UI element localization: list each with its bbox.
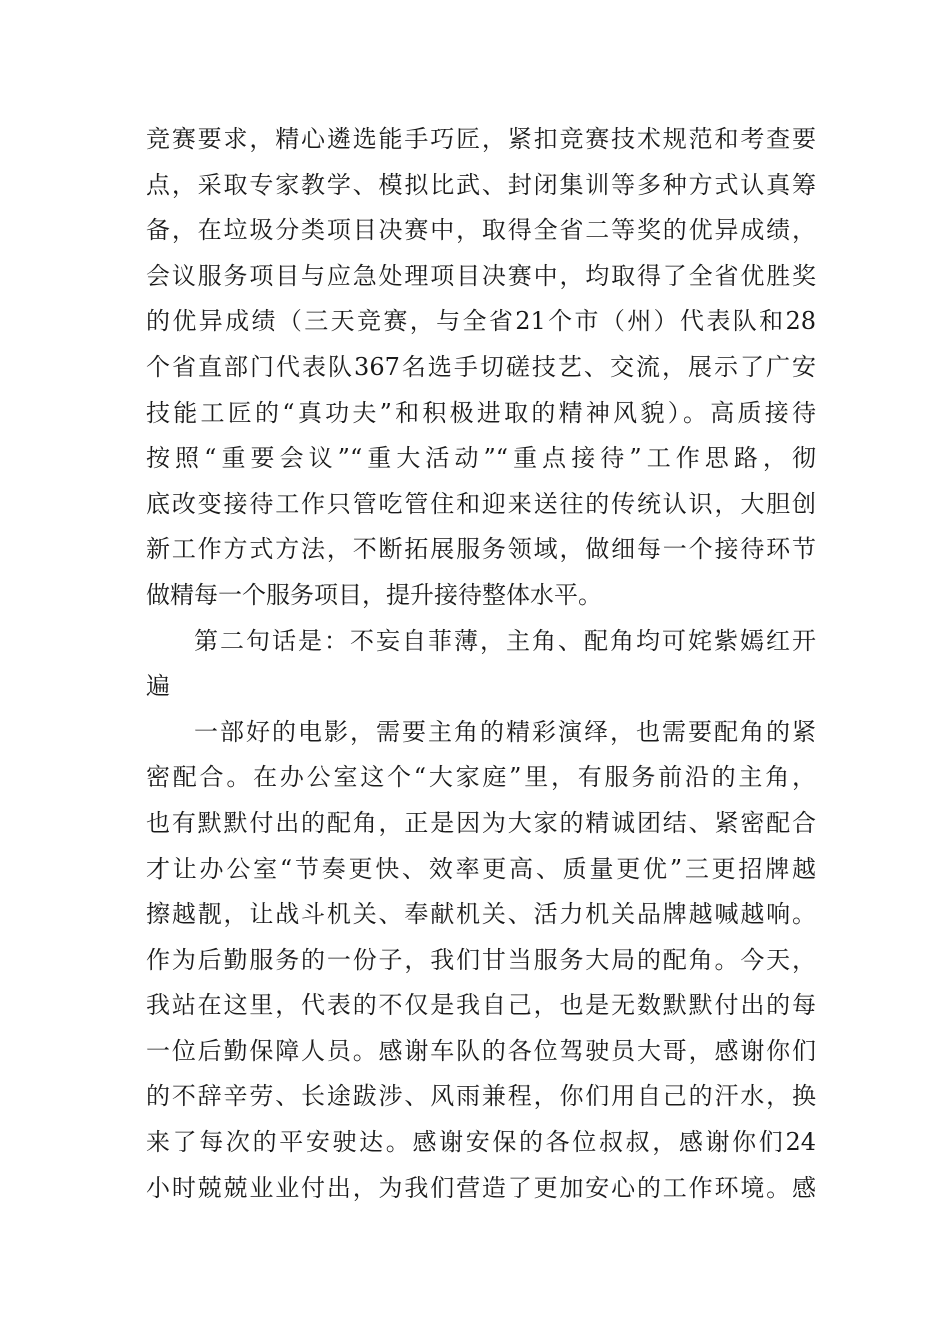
text-line: 密配合。在办公室这个“大家庭”里，有服务前沿的主角， [146, 763, 816, 792]
text-line: 按照“重要会议”“重大活动”“重点接待”工作思路，彻 [146, 444, 816, 473]
text-line: 我站在这里，代表的不仅是我自己，也是无数默默付出的每 [146, 991, 816, 1020]
text-line: 才让办公室“节奏更快、效率更高、质量更优”三更招牌越 [146, 854, 816, 883]
text-line: 来了每次的平安驶达。感谢安保的各位叔叔，感谢你们24 [146, 1128, 816, 1157]
section-heading-second [146, 619, 816, 710]
text-line: 作为后勤服务的一份子，我们甘当服务大局的配角。今天， [146, 945, 816, 974]
heading-line: 第二句话是：不妄自菲薄，主角、配角均可姹紫嫣红开 [194, 626, 816, 655]
text-line: 擦越靓，让战斗机关、奉献机关、活力机关品牌越喊越响。 [146, 900, 816, 929]
text-line: 新工作方式方法，不断拓展服务领域，做细每一个接待环节 [146, 535, 816, 564]
paragraph-competition [146, 117, 816, 619]
text-line: 点，采取专家教学、模拟比武、封闭集训等多种方式认真筹 [146, 170, 816, 199]
text-line: 备，在垃圾分类项目决赛中，取得全省二等奖的优异成绩， [146, 216, 816, 245]
text-line: 小时兢兢业业付出，为我们营造了更加安心的工作环境。感 [146, 1173, 816, 1202]
document-body [146, 117, 816, 1211]
text-line: 竞赛要求，精心遴选能手巧匠，紧扣竞赛技术规范和考查要 [146, 125, 816, 153]
heading-line: 遍 [146, 672, 170, 701]
text-line: 一位后勤保障人员。感谢车队的各位驾驶员大哥，感谢你们 [146, 1036, 816, 1065]
text-line: 技能工匠的“真功夫”和积极进取的精神风貌）。高质接待 [146, 398, 816, 427]
text-line: 一部好的电影，需要主角的精彩演绎，也需要配角的紧 [194, 717, 816, 746]
text-line: 会议服务项目与应急处理项目决赛中，均取得了全省优胜奖 [146, 261, 816, 290]
text-line: 个省直部门代表队367名选手切磋技艺、交流，展示了广安 [146, 352, 816, 381]
text-line: 的优异成绩（三天竞赛，与全省21个市（州）代表队和28 [146, 307, 816, 336]
text-line: 的不辞辛劳、长途跋涉、风雨兼程，你们用自己的汗水，换 [146, 1082, 816, 1111]
text-line: 也有默默付出的配角，正是因为大家的精诚团结、紧密配合 [146, 808, 816, 837]
text-line: 做精每一个服务项目，提升接待整体水平。 [146, 580, 602, 609]
text-line: 底改变接待工作只管吃管住和迎来送往的传统认识，大胆创 [146, 489, 816, 518]
paragraph-supporting-roles [146, 710, 816, 1212]
